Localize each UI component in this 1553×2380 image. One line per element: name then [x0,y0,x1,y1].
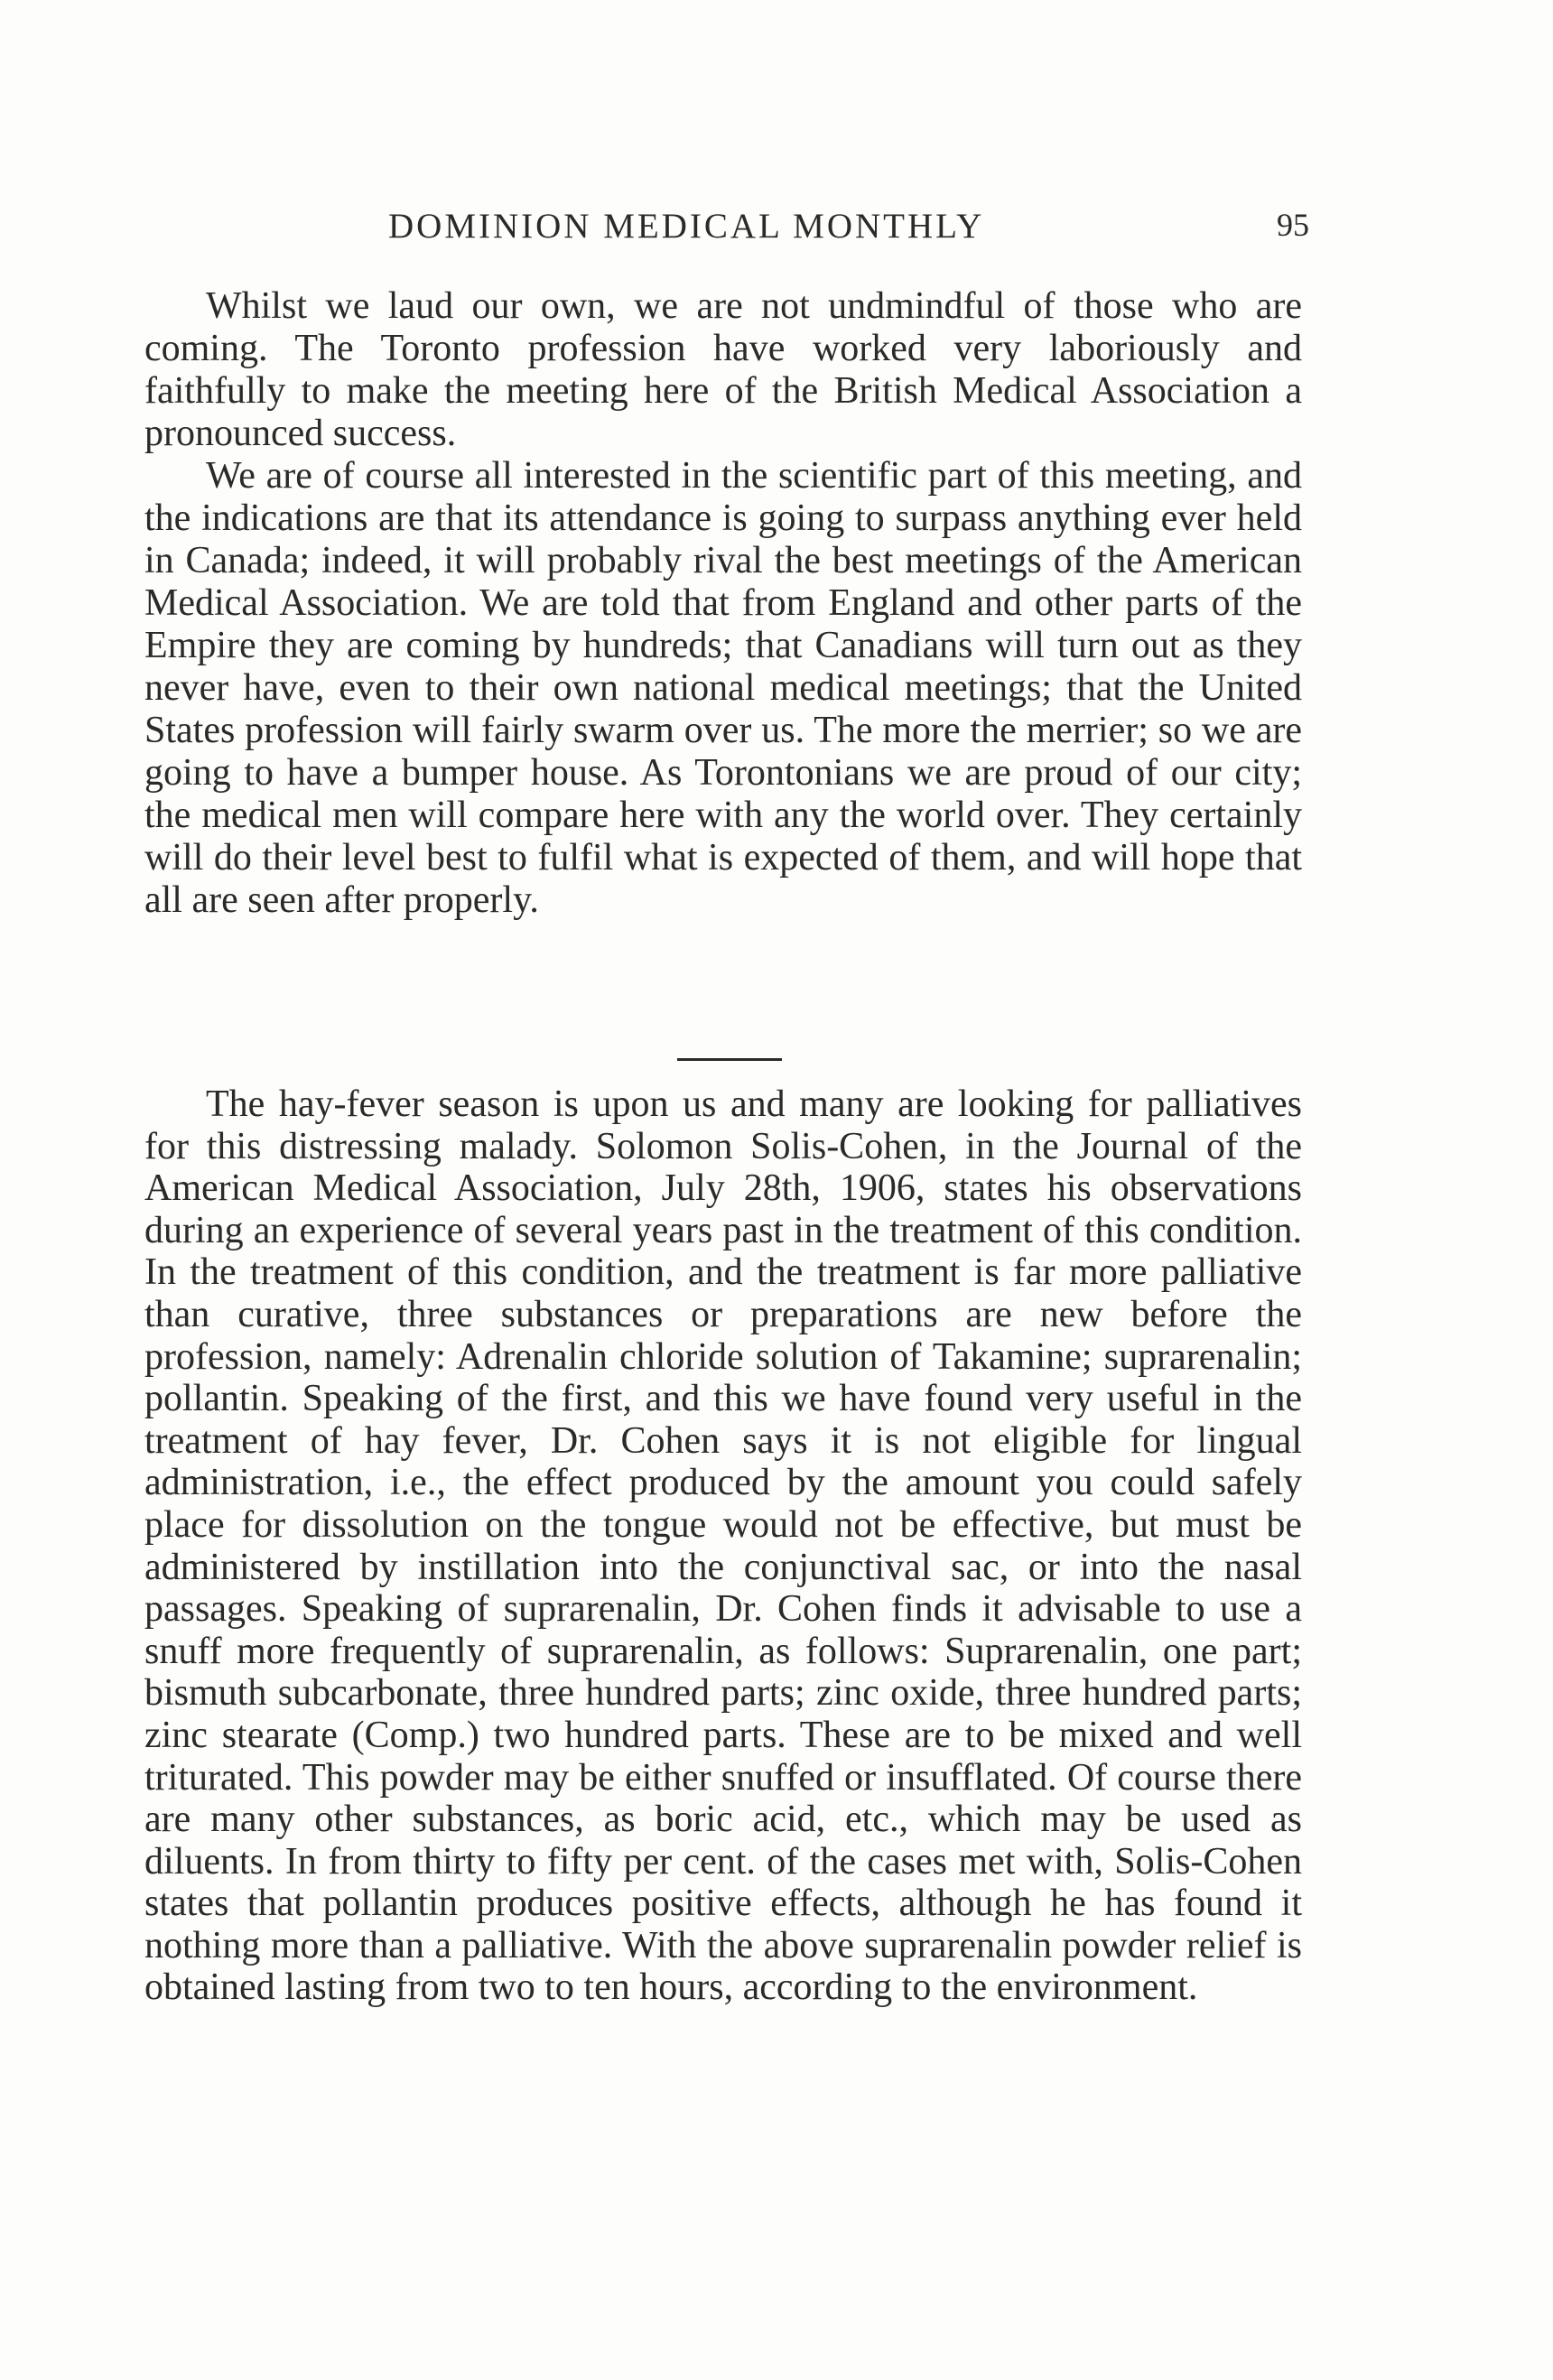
editorial-section-hay-fever [144,1083,1302,2009]
section-divider [677,1058,782,1061]
page-number: 95 [1277,207,1309,243]
editorial-section-meeting [144,285,1302,922]
paragraph: We are of course all interested in the scientific part of this meeting, and the indications are that its attendance is going to surpass anything ever held in Canada; indeed, it will probably rival the best meetings of the American Medical Association. We are told that from England and other parts of the Empire they are coming by hundreds; that Canadians will turn out as they never have, even to their own national medical meetings; that the United States profession will fairly swarm over us. The more the merrier; so we are going to have a bumper house. As Torontonians we are proud of our city; the medical men will compare here with any the world over. They certainly will do their level best to fulfil what is expected of them, and will hope that all are seen after properly. [144,455,1302,921]
paragraph: The hay-fever season is upon us and many are looking for palliatives for this distressing malady. Solomon Solis-Cohen, in the Journal of the American Medical Association, July 28th, 1906, states his observations during an experience of several years past in the treatment of this condition. In the treatment of this condition, and the treatment is far more palliative than curative, three substances or preparations are new before the profession, namely: Adrenalin chloride solution of Takamine; suprarenalin; pollantin. Speaking of the first, and this we have found very useful in the treatment of hay fever, Dr. Cohen says it is not eligible for lingual administration, i.e., the effect produced by the amount you could safely place for dissolution on the tongue would not be effective, but must be administered by instillation into the conjunctival sac, or into the nasal passages. Speaking of suprarenalin, Dr. Cohen finds it advisable to use a snuff more frequently of suprarenalin, as follows: Suprarenalin, one part; bismuth subcarbonate, three hundred parts; zinc oxide, three hundred parts; zinc stearate (Comp.) two hundred parts. These are to be mixed and well triturated. This powder may be either snuffed or insufflated. Of course there are many other substances, as boric acid, etc., which may be used as diluents. In from thirty to fifty per cent. of the cases met with, Solis-Cohen states that pollantin produces positive effects, although he has found it nothing more than a palliative. With the above suprarenalin powder relief is obtained lasting from two to ten hours, according to the environment. [144,1083,1302,2009]
page-header [144,206,1309,260]
running-title: DOMINION MEDICAL MONTHLY [388,207,985,246]
paragraph: Whilst we laud our own, we are not undmindful of those who are coming. The Toronto profession have worked very laboriously and faithfully to make the meeting here of the British Medical Association a pronounced success. [144,285,1302,454]
